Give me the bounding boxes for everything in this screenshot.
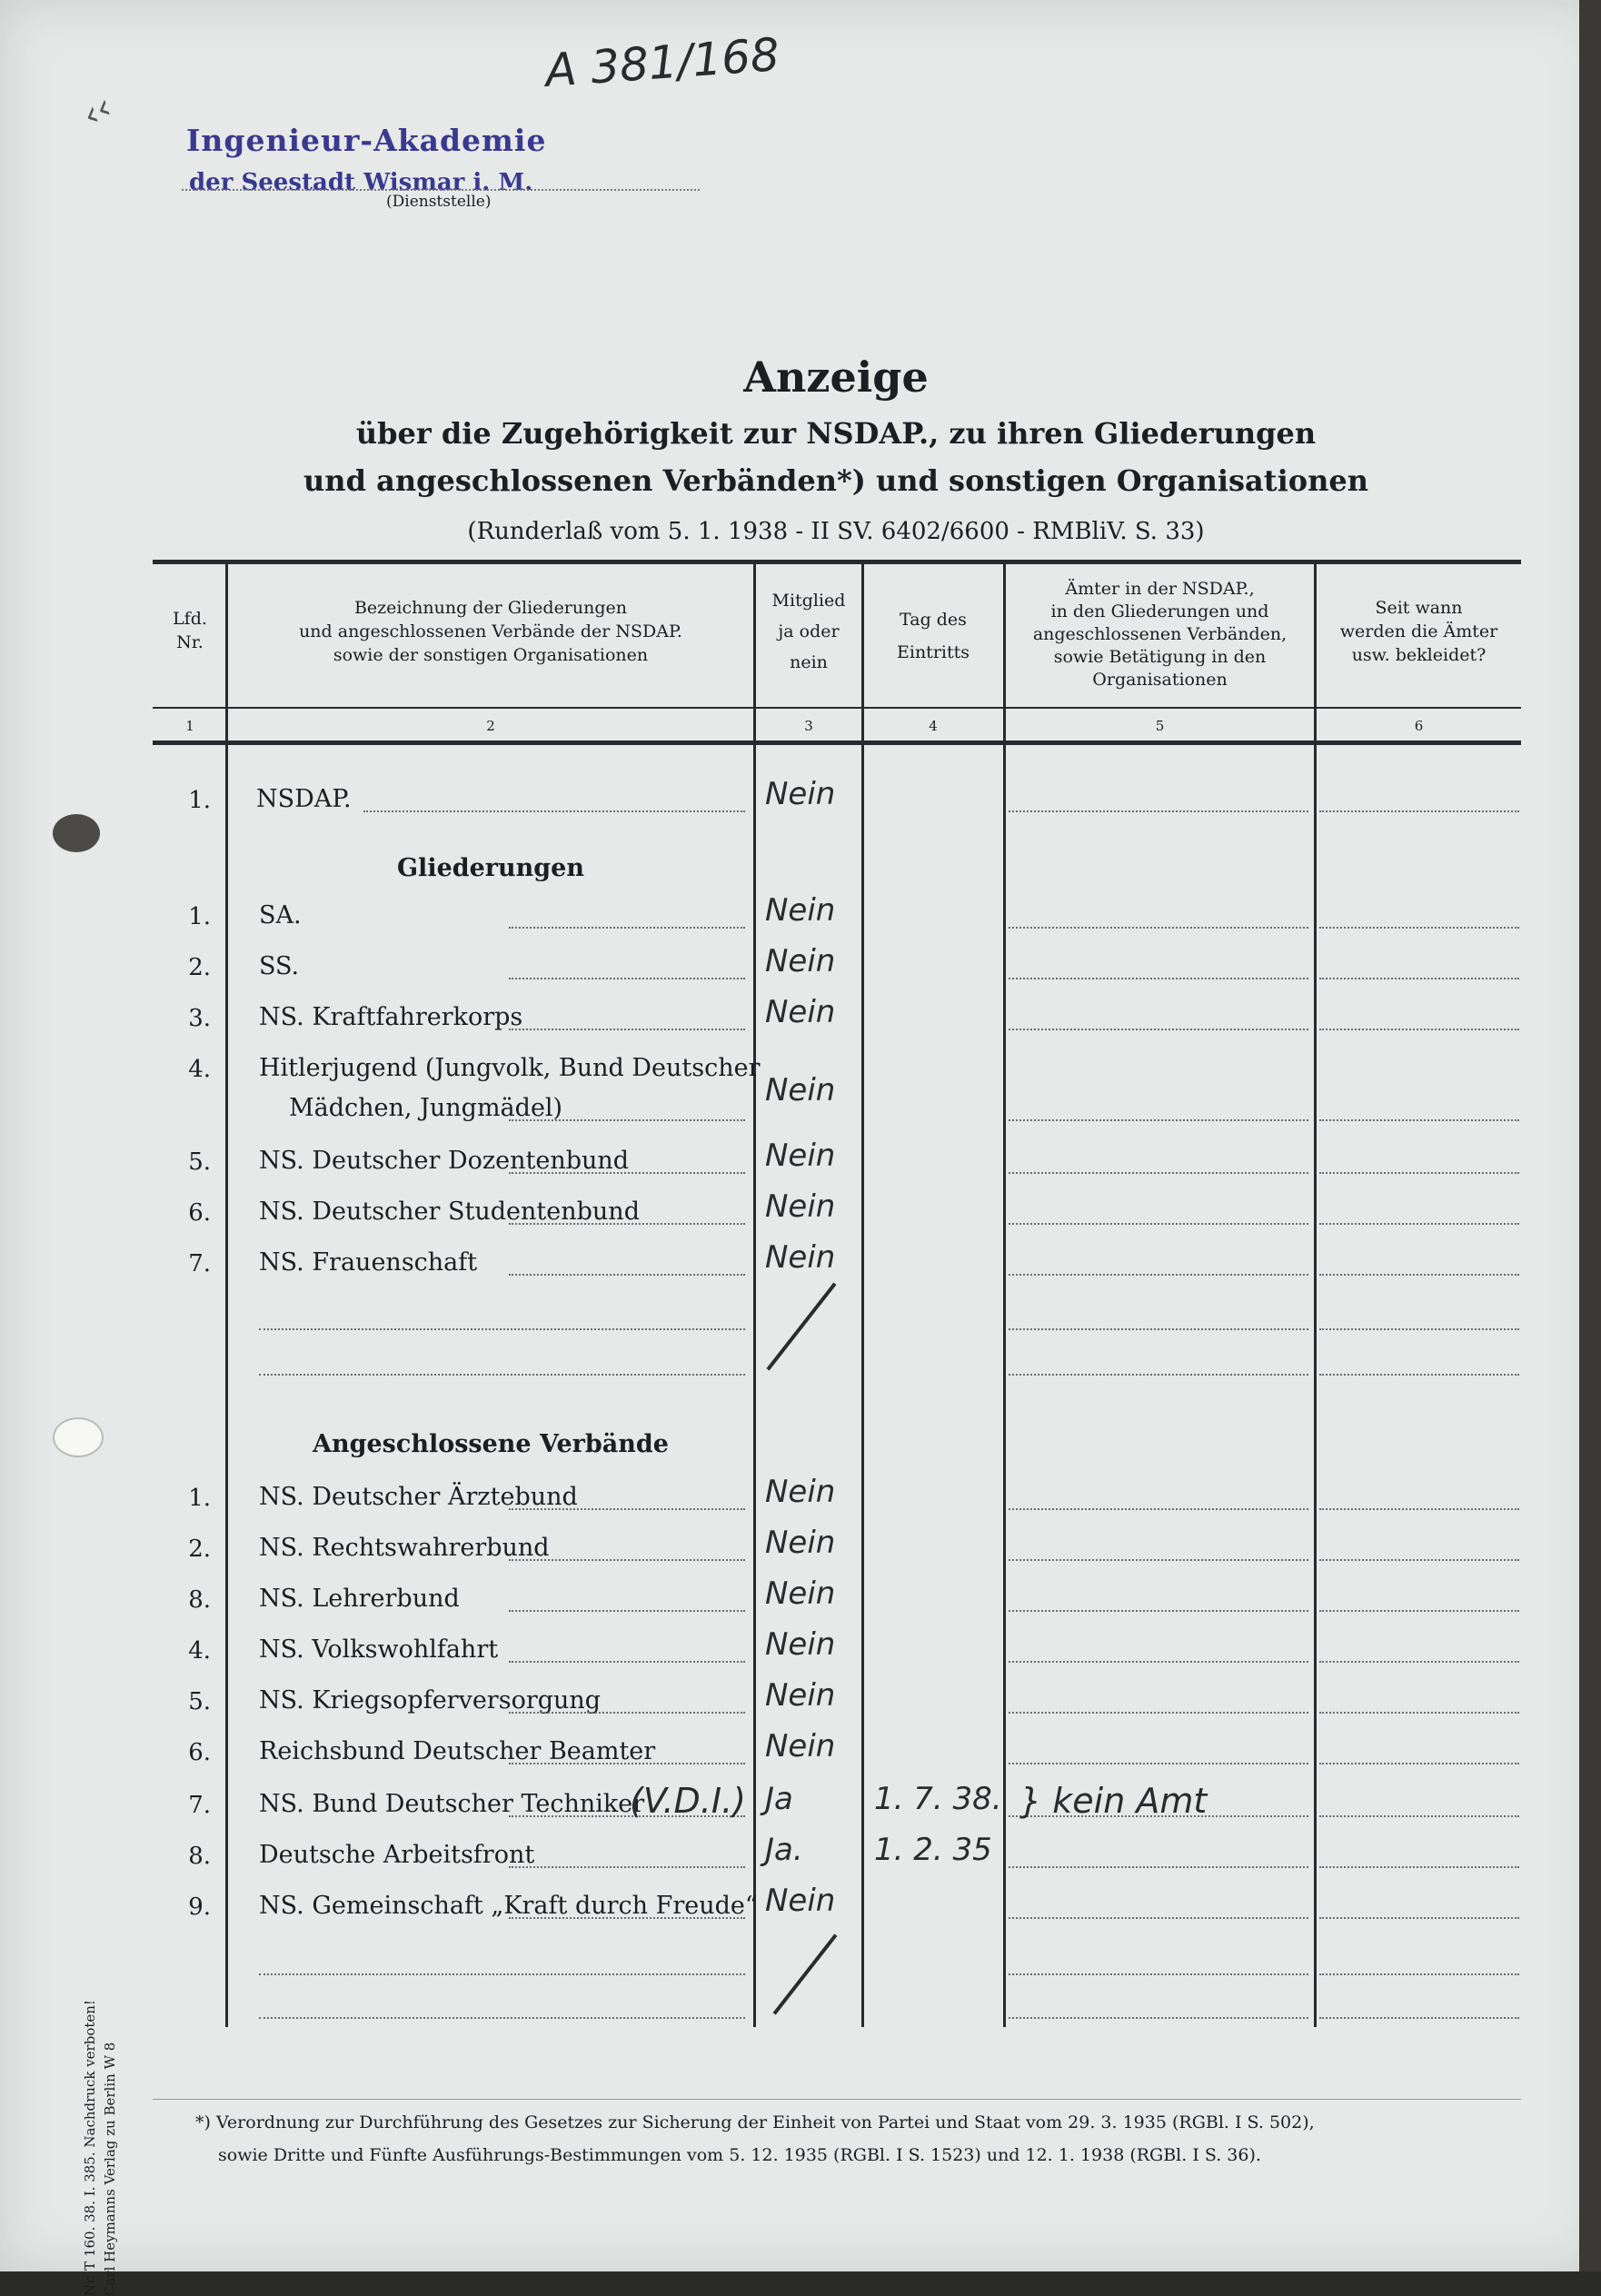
punch-hole [53,814,100,852]
col-divider-3 [861,564,864,2027]
row-dotted-line [1319,1610,1519,1612]
row-dotted-line [1009,1223,1308,1225]
page-title: Anzeige [743,353,929,402]
row-answer: Nein [765,1677,836,1714]
decree-reference: (Runderlaß vom 5. 1. 1938 - II SV. 6402/6600 - RMBliV. S. 33) [467,518,1205,545]
col-number-5: 5 [1155,718,1165,734]
empty-dotted-line [1009,2017,1308,2019]
row-dotted-line [1009,1274,1308,1276]
dienststelle-label: (Dienststelle) [386,193,492,211]
empty-rows-strike [773,1933,838,2014]
empty-dotted-line [1319,1973,1519,1975]
row-dotted-line [1319,810,1519,812]
row-number: 7. [188,1792,211,1819]
row-dotted-line [1009,1917,1308,1919]
col-number-1: 1 [185,718,194,734]
row-dotted-line [509,1712,745,1714]
row-number: 3. [188,1005,211,1032]
row-label: NS. Deutscher Ärztebund [259,1483,578,1511]
row-dotted-line [1009,927,1308,929]
row-number: 8. [188,1843,211,1870]
col-number-2: 2 [486,718,495,734]
row-number: 1. [188,1485,211,1512]
row-dotted-line [1009,1763,1308,1764]
footnote-rule [153,2099,1521,2100]
stamp-line2: der Seestadt Wismar i. M. [189,169,533,196]
row-dotted-line [1009,810,1308,812]
empty-dotted-line [259,2017,745,2019]
row-dotted-line [1009,1029,1308,1030]
col-number-3: 3 [804,718,813,734]
row-answer: Nein [765,1239,836,1276]
row-dotted-line [509,1661,745,1663]
row-dotted-line [509,1917,745,1919]
row-number: 9. [188,1893,211,1921]
row-dotted-line [509,1559,745,1561]
row-dotted-line [509,1763,745,1764]
row-answer: Nein [765,1626,836,1663]
row-dotted-line [1319,1559,1519,1561]
row-dotted-line [1009,1559,1308,1561]
row-label-continued: Mädchen, Jungmädel) [289,1094,563,1122]
empty-dotted-line [1319,1374,1519,1376]
subtitle-line2: und angeschlossenen Verbänden*) und sonstigen Organisationen [303,463,1368,498]
row-answer: Nein [765,1728,836,1764]
row-dotted-line [509,1610,745,1612]
row-answer: Nein [765,1188,836,1225]
row-label: SA. [259,901,302,929]
row-dotted-line [509,1172,745,1174]
col-divider-4 [1003,564,1006,2027]
printer-imprint: Nr. T 160. 38. I. 385. Nachdruck verboten! Carl Heymanns Verlag zu Berlin W 8 [82,2000,118,2296]
row-answer: Nein [765,1138,836,1174]
row-number: 2. [188,1536,211,1563]
row-label: NS. Volkswohlfahrt [259,1635,499,1664]
row-dotted-line [1009,1661,1308,1663]
row-dotted-line [1319,978,1519,979]
row-label: Reichsbund Deutscher Beamter [259,1737,656,1765]
row-label: NS. Gemeinschaft „Kraft durch Freude“ [259,1892,758,1920]
row-number: 2. [188,954,211,981]
row-dotted-line [1319,1172,1519,1174]
row-dotted-line [509,1274,745,1276]
col-number-6: 6 [1414,718,1424,734]
row-dotted-line [363,810,745,812]
section-title-verbaende: Angeschlossene Verbände [313,1430,669,1458]
row-answer: Nein [765,1072,836,1108]
row-label: NS. Deutscher Dozentenbund [259,1147,630,1175]
row-dotted-line [1319,1029,1519,1030]
row-label: Deutsche Arbeitsfront [259,1841,535,1869]
row-dotted-line [1319,1508,1519,1510]
row-answer: Ja. [765,1832,803,1868]
vdi-note: (V.D.I.) [630,1781,746,1821]
row-answer: Nein [765,776,836,812]
row-dotted-line [509,1119,745,1121]
row-label: SS. [259,952,300,980]
row-dotted-line [1319,1866,1519,1868]
row-number: 4. [188,1637,211,1665]
row-label: NS. Kraftfahrerkorps [259,1003,523,1031]
empty-dotted-line [1009,1328,1308,1330]
row-dotted-line [1009,1119,1308,1121]
row-dotted-line [1009,1610,1308,1612]
row-dotted-line [509,927,745,929]
row-dotted-line [1319,1815,1519,1817]
row-label: NS. Frauenschaft [259,1248,478,1277]
punch-hole [53,1417,104,1457]
row-dotted-line [1319,1223,1519,1225]
dienststelle-line [182,189,700,191]
row-answer: Nein [765,1883,836,1919]
row-answer: Nein [765,1474,836,1510]
row-label: NSDAP. [256,785,352,813]
row-dotted-line [1009,1712,1308,1714]
row-dotted-line [1319,1661,1519,1663]
row-dotted-line [1009,1866,1308,1868]
row-number: 6. [188,1739,211,1766]
row-answer: Nein [765,1575,836,1612]
col-divider-5 [1314,564,1317,2027]
row-dotted-line [1009,1172,1308,1174]
empty-dotted-line [1009,1374,1308,1376]
row-dotted-line [1009,1508,1308,1510]
subtitle-line1: über die Zugehörigkeit zur NSDAP., zu ihren Gliederungen [355,416,1317,451]
empty-rows-strike [766,1282,836,1370]
row-dotted-line [509,1866,745,1868]
row-dotted-line [1319,1119,1519,1121]
empty-dotted-line [1319,1328,1519,1330]
row-answer: Nein [765,994,836,1030]
row-answer: Nein [765,943,836,979]
row-dotted-line [509,1508,745,1510]
col-header-2: Bezeichnung der Gliederungen und angeschlossenen Verbände der NSDAP. sowie der sonstigen Organisationen [299,598,682,665]
row-label: NS. Deutscher Studentenbund [259,1198,640,1226]
row-number: 1. [188,787,211,814]
row-dotted-line [1319,1274,1519,1276]
row-answer: Nein [765,892,836,929]
empty-dotted-line [259,1328,745,1330]
row-dotted-line [1319,1917,1519,1919]
row-label: Hitlerjugend (Jungvolk, Bund Deutscher [259,1054,761,1082]
row-label: NS. Rechtswahrerbund [259,1534,550,1562]
row-entry-date: 1. 2. 35 [874,1832,992,1868]
row-dotted-line [1319,1763,1519,1764]
col-header-1: Lfd. Nr. [173,609,207,652]
row-number: 4. [188,1056,211,1083]
row-answer: Ja [765,1781,793,1817]
row-dotted-line [1319,927,1519,929]
row-number: 7. [188,1250,211,1277]
row-number: 6. [188,1199,211,1227]
row-number: 5. [188,1148,211,1176]
col-header-4: Tag des Eintritts [897,610,970,662]
col-header-5: Ämter in der NSDAP., in den Gliederungen und angeschlossenen Verbänden, sowie Betätigung in den Organisationen [1032,579,1288,690]
row-number: 1. [188,903,211,930]
row-entry-date: 1. 7. 38. [874,1781,1002,1817]
row-dotted-line [509,1029,745,1030]
row-label: NS. Bund Deutscher Techniker [259,1790,645,1818]
empty-dotted-line [259,1374,745,1376]
section-title-gliederungen: Gliederungen [397,854,584,882]
empty-dotted-line [1319,2017,1519,2019]
col-header-3: Mitglied ja oder nein [771,591,846,672]
col-divider-2 [753,564,756,2027]
archive-number: A 381/168 [543,28,781,97]
row-dotted-line [1009,978,1308,979]
row-dotted-line [1319,1712,1519,1714]
footnote-line2: sowie Dritte und Fünfte Ausführungs-Bestimmungen vom 5. 12. 1935 (RGBl. I S. 1523) und 12. 1. 1938 (RGBl. I S. 36). [218,2145,1261,2165]
empty-dotted-line [259,1973,745,1975]
col-header-6: Seit wann werden die Ämter usw. bekleidet? [1339,598,1498,665]
footnote-line1: *) Verordnung zur Durchführung des Gesetzes zur Sicherung der Einheit von Partei und Staat vom 29. 3. 1935 (RGBl. I S. 502), [195,2112,1315,2132]
row-answer: Nein [765,1525,836,1561]
amt-note: } kein Amt [1019,1781,1208,1821]
col-number-4: 4 [929,718,938,734]
row-label: NS. Kriegsopferversorgung [259,1686,602,1715]
col-divider-1 [225,564,228,2027]
empty-dotted-line [1009,1973,1308,1975]
row-dotted-line [509,1223,745,1225]
scan-edge [1579,0,1601,2271]
pencil-mark: ‹‹ [75,86,120,135]
row-label: NS. Lehrerbund [259,1585,460,1613]
row-number: 8. [188,1586,211,1614]
row-number: 5. [188,1688,211,1715]
row-dotted-line [509,978,745,979]
stamp-line1: Ingenieur-Akademie [186,123,547,158]
